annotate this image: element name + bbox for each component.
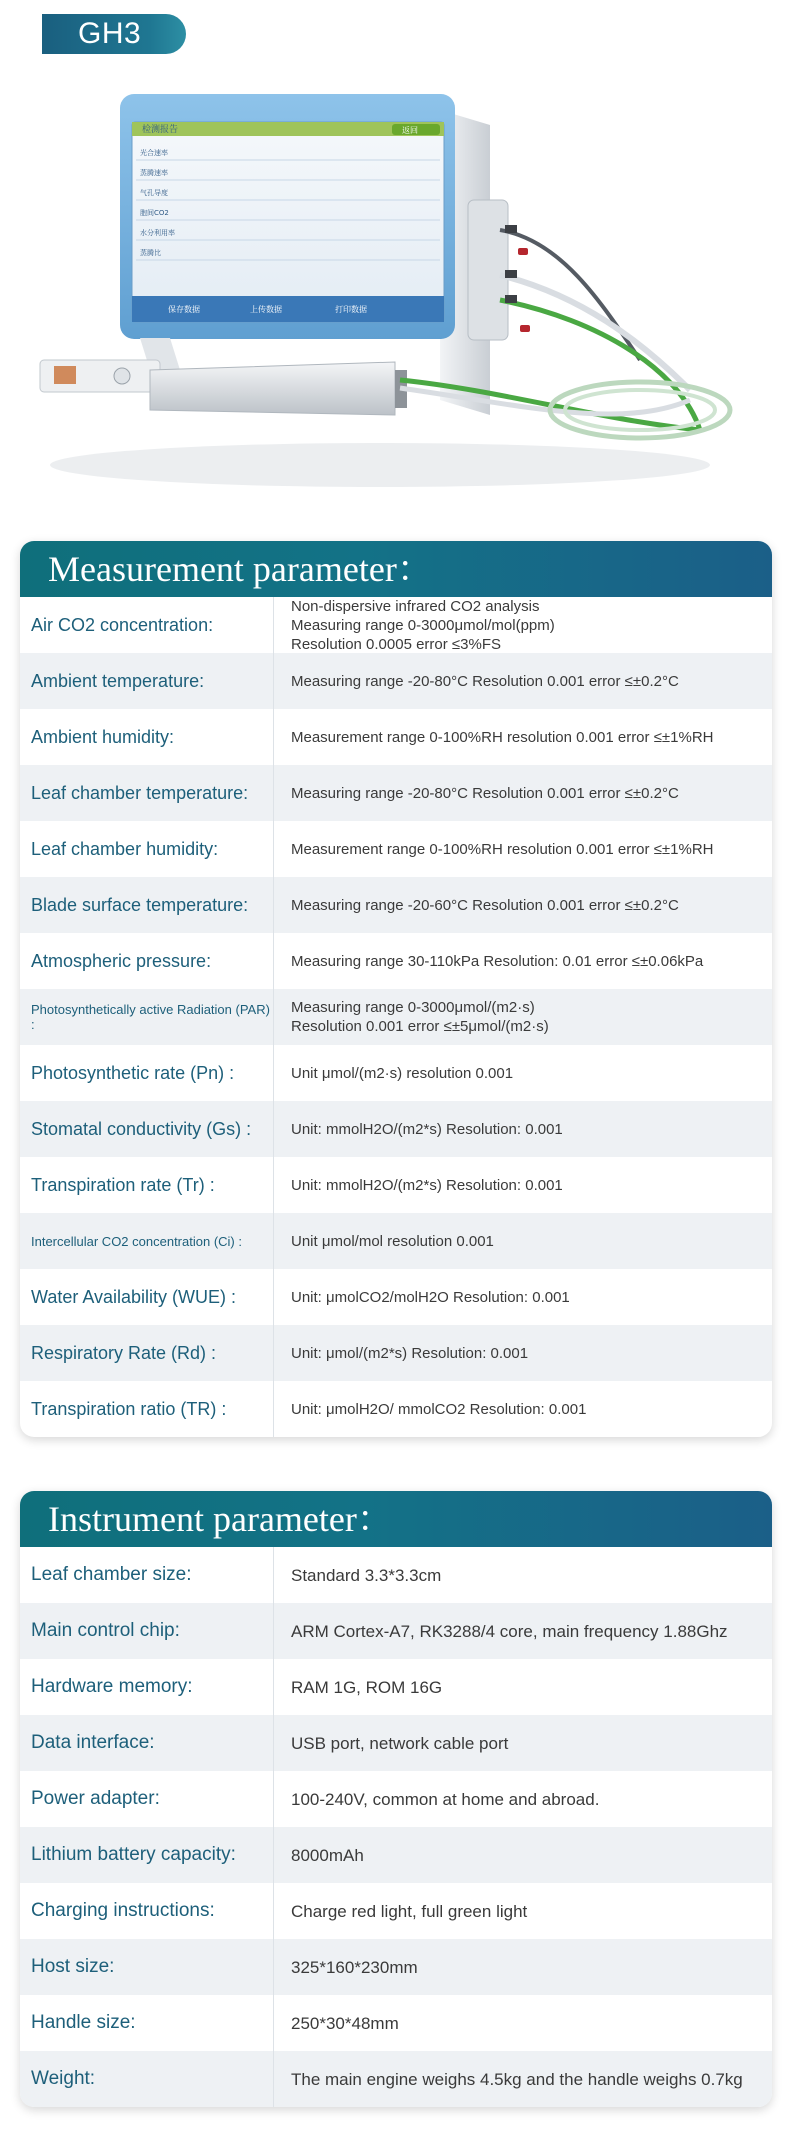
measurement-label: Intercellular CO2 concentration (Ci) :	[20, 1213, 274, 1269]
measurement-value: Measuring range -20-80°C Resolution 0.001 error ≤±0.2°C	[291, 672, 679, 690]
device-btn-save: 保存数据	[168, 305, 200, 314]
measurement-row	[20, 1325, 772, 1381]
instrument-value: 250*30*48mm	[291, 2013, 399, 2033]
device-row-6: 蒸腾比	[140, 249, 161, 257]
measurement-value: Measuring range -20-60°C Resolution 0.001 error ≤±0.2°C	[291, 896, 679, 914]
instrument-label: Leaf chamber size:	[20, 1547, 274, 1603]
device-return-label: 返回	[402, 126, 418, 135]
measurement-label: Transpiration rate (Tr) :	[20, 1157, 274, 1213]
device-row-1: 光合速率	[140, 149, 168, 157]
measurement-value: Measuring range 0-3000μmol/(m2·s) Resolution 0.001 error ≤±5μmol/(m2·s)	[291, 999, 549, 1035]
device-row-5: 水分利用率	[140, 229, 175, 237]
instrument-value: The main engine weighs 4.5kg and the handle weighs 0.7kg	[291, 2069, 743, 2089]
measurement-row	[20, 933, 772, 989]
measurement-value: Unit: μmolH2O/ mmolCO2 Resolution: 0.001	[291, 1400, 587, 1418]
device-row-4: 胞间CO2	[140, 209, 169, 217]
instrument-label: Charging instructions:	[20, 1883, 274, 1939]
measurement-label: Leaf chamber temperature:	[20, 765, 274, 821]
measurement-row	[20, 1045, 772, 1101]
instrument-label: Main control chip:	[20, 1603, 274, 1659]
measurement-label: Atmospheric pressure:	[20, 933, 274, 989]
measurement-label: Stomatal conductivity (Gs) :	[20, 1101, 274, 1157]
measurement-value: Unit: μmol/(m2*s) Resolution: 0.001	[291, 1344, 529, 1362]
measurement-value: Unit: mmolH2O/(m2*s) Resolution: 0.001	[291, 1120, 563, 1138]
measurement-row	[20, 821, 772, 877]
product-image	[0, 70, 790, 500]
measurement-label: Air CO2 concentration:	[20, 597, 274, 653]
measurement-label: Water Availability (WUE) :	[20, 1269, 274, 1325]
measurement-value: Measuring range 30-110kPa Resolution: 0.01 error ≤±0.06kPa	[291, 952, 704, 970]
measurement-row	[20, 877, 772, 933]
measurement-value: Unit μmol/mol resolution 0.001	[291, 1232, 494, 1250]
device-row-3: 气孔导度	[140, 189, 168, 197]
instrument-row	[20, 1995, 772, 2051]
instrument-row	[20, 1603, 772, 1659]
device-btn-print: 打印数据	[335, 305, 367, 314]
measurement-row	[20, 989, 772, 1045]
measurement-label: Photosynthetically active Radiation (PAR) :	[20, 989, 274, 1045]
measurement-label: Ambient humidity:	[20, 709, 274, 765]
instrument-value: 100-240V, common at home and abroad.	[291, 1789, 600, 1809]
device-btn-upload: 上传数据	[250, 305, 282, 314]
instrument-value: USB port, network cable port	[291, 1733, 509, 1753]
measurement-row	[20, 1101, 772, 1157]
measurement-row	[20, 1157, 772, 1213]
instrument-label: Data interface:	[20, 1715, 274, 1771]
measurement-label: Respiratory Rate (Rd) :	[20, 1325, 274, 1381]
instrument-row	[20, 1883, 772, 1939]
instrument-label: Host size:	[20, 1939, 274, 1995]
measurement-label: Leaf chamber humidity:	[20, 821, 274, 877]
measurement-value: Non-dispersive infrared CO2 analysis Measuring range 0-3000μmol/mol(ppm) Resolution 0.0005 error ≤3%FS	[291, 597, 555, 653]
measurement-row	[20, 597, 772, 653]
measurement-value: Unit: mmolH2O/(m2*s) Resolution: 0.001	[291, 1176, 563, 1194]
instrument-label: Handle size:	[20, 1995, 274, 2051]
instrument-row	[20, 1827, 772, 1883]
measurement-label: Ambient temperature:	[20, 653, 274, 709]
measurement-value: Measurement range 0-100%RH resolution 0.001 error ≤±1%RH	[291, 728, 714, 746]
measurement-card	[20, 541, 772, 1437]
instrument-row	[20, 1939, 772, 1995]
instrument-value: RAM 1G, ROM 16G	[291, 1677, 443, 1697]
instrument-value: 325*160*230mm	[291, 1957, 418, 1977]
instrument-label: Power adapter:	[20, 1771, 274, 1827]
measurement-label: Transpiration ratio (TR) :	[20, 1381, 274, 1437]
measurement-value: Measurement range 0-100%RH resolution 0.001 error ≤±1%RH	[291, 840, 714, 858]
instrument-row	[20, 1715, 772, 1771]
model-badge: GH3	[42, 14, 186, 54]
instrument-row	[20, 1547, 772, 1603]
instrument-value: ARM Cortex-A7, RK3288/4 core, main frequency 1.88Ghz	[291, 1621, 728, 1641]
instrument-card	[20, 1491, 772, 2107]
measurement-row	[20, 1213, 772, 1269]
measurement-value: Measuring range -20-80°C Resolution 0.001 error ≤±0.2°C	[291, 784, 679, 802]
instrument-label: Lithium battery capacity:	[20, 1827, 274, 1883]
measurement-row	[20, 1269, 772, 1325]
instrument-row	[20, 1771, 772, 1827]
measurement-header: Measurement parameter：	[20, 541, 772, 597]
device-screen-title: 检测报告	[142, 125, 179, 135]
instrument-value: Standard 3.3*3.3cm	[291, 1565, 442, 1585]
instrument-value: Charge red light, full green light	[291, 1901, 528, 1921]
measurement-value: Unit μmol/(m2·s) resolution 0.001	[291, 1064, 514, 1082]
measurement-label: Blade surface temperature:	[20, 877, 274, 933]
measurement-value: Unit: μmolCO2/molH2O Resolution: 0.001	[291, 1288, 570, 1306]
measurement-label: Photosynthetic rate (Pn) :	[20, 1045, 274, 1101]
instrument-row	[20, 2051, 772, 2107]
measurement-row	[20, 653, 772, 709]
instrument-header: Instrument parameter：	[20, 1491, 772, 1547]
instrument-label: Weight:	[20, 2051, 274, 2107]
instrument-label: Hardware memory:	[20, 1659, 274, 1715]
instrument-value: 8000mAh	[291, 1845, 364, 1865]
measurement-row	[20, 765, 772, 821]
measurement-row	[20, 709, 772, 765]
measurement-row	[20, 1381, 772, 1437]
instrument-row	[20, 1659, 772, 1715]
device-row-2: 蒸腾速率	[140, 169, 168, 177]
